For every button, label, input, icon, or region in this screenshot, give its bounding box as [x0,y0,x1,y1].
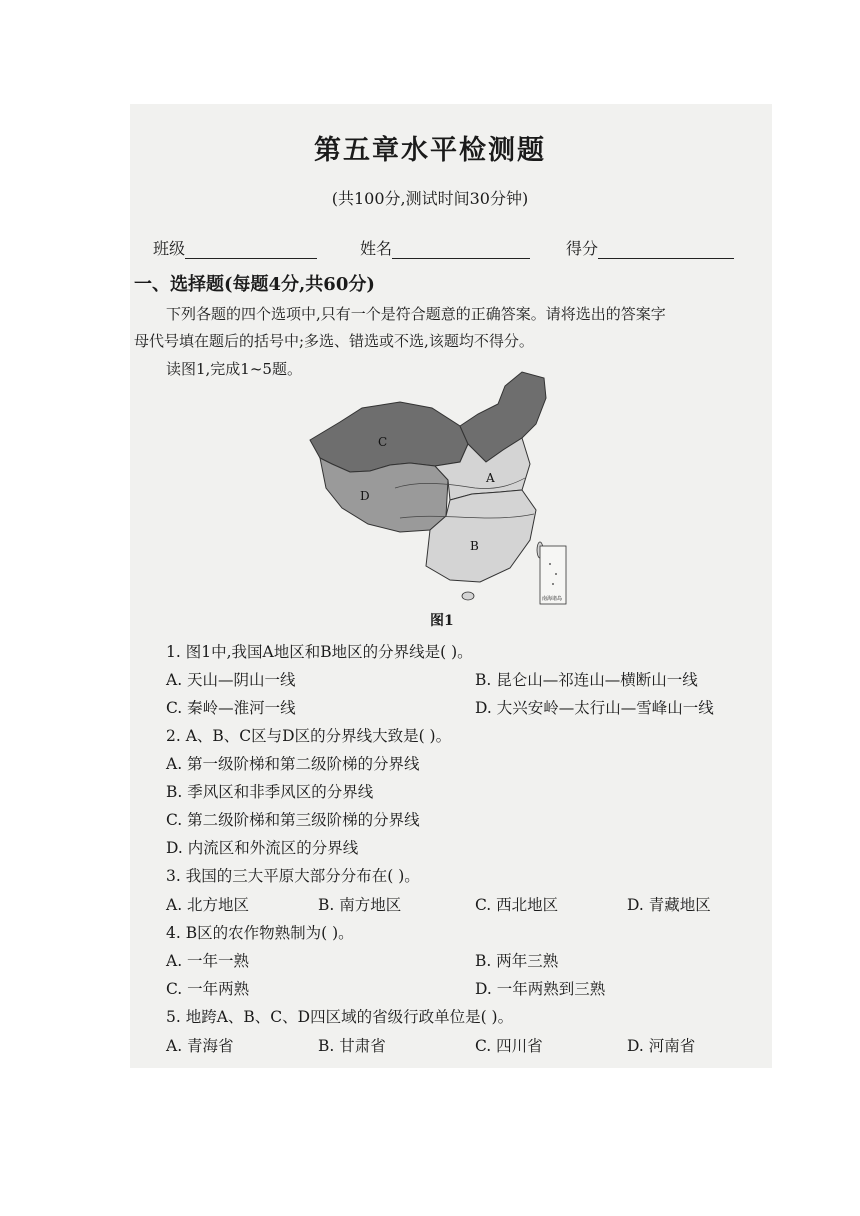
question-4-option-a[interactable]: A. 一年一熟 [166,952,250,970]
class-blank[interactable] [185,242,317,259]
question-3-option-c[interactable]: C. 西北地区 [475,896,559,914]
question-2-option-d[interactable]: D. 内流区和外流区的分界线 [166,839,359,857]
question-2-option-b[interactable]: B. 季风区和非季风区的分界线 [166,783,374,801]
question-5-option-b[interactable]: B. 甘肃省 [318,1037,386,1055]
question-1-option-d[interactable]: D. 大兴安岭—太行山—雪峰山一线 [475,699,714,717]
instruction-line-2: 母代号填在题后的括号中;多选、错选或不选,该题均不得分。 [134,332,534,350]
question-2-option-c[interactable]: C. 第二级阶梯和第三级阶梯的分界线 [166,811,420,829]
china-regions-map [300,368,580,608]
region-d [320,458,448,532]
region-c [310,402,468,472]
page-subtitle: (共100分,测试时间30分钟) [331,189,529,208]
question-4-option-c[interactable]: C. 一年两熟 [166,980,250,998]
class-field[interactable] [153,236,317,259]
page-title: 第五章水平检测题 [314,135,546,166]
question-5-option-c[interactable]: C. 四川省 [475,1037,543,1055]
question-3-stem: 3. 我国的三大平原大部分分布在( )。 [166,867,420,885]
question-2-stem: 2. A、B、C区与D区的分界线大致是( )。 [166,727,452,745]
score-blank[interactable] [598,242,734,259]
map-caption: 图1 [430,613,454,629]
class-label: 班级 [153,239,186,258]
question-3-option-b[interactable]: B. 南方地区 [318,896,402,914]
question-2-option-a[interactable]: A. 第一级阶梯和第二级阶梯的分界线 [166,755,420,773]
question-5-option-d[interactable]: D. 河南省 [627,1037,696,1055]
question-3-option-d[interactable]: D. 青藏地区 [627,896,711,914]
score-field[interactable] [566,236,734,259]
question-5-option-a[interactable]: A. 青海省 [166,1037,234,1055]
question-5-stem: 5. 地跨A、B、C、D四区域的省级行政单位是( )。 [166,1008,514,1026]
question-4-option-d[interactable]: D. 一年两熟到三熟 [475,980,606,998]
score-label: 得分 [566,239,599,258]
instruction-line-1: 下列各题的四个选项中,只有一个是符合题意的正确答案。请将选出的答案字 [166,305,666,323]
region-label-b: B [470,539,479,553]
question-1-option-b[interactable]: B. 昆仑山—祁连山—横断山一线 [475,671,698,689]
question-4-stem: 4. B区的农作物熟制为( )。 [166,924,354,942]
region-label-a: A [486,471,495,485]
region-label-c: C [378,435,388,449]
question-1-option-a[interactable]: A. 天山—阴山一线 [166,671,296,689]
read-map-instruction: 读图1,完成1~5题。 [166,360,302,378]
question-4-option-b[interactable]: B. 两年三熟 [475,952,559,970]
inset-label: 南海诸岛 [542,596,563,602]
section-heading: 一、选择题(每题4分,共60分) [134,274,375,295]
name-blank[interactable] [392,242,530,259]
region-label-d: D [360,489,370,503]
name-label: 姓名 [360,239,393,258]
question-1-stem: 1. 图1中,我国A地区和B地区的分界线是( )。 [166,643,473,661]
question-3-option-a[interactable]: A. 北方地区 [166,896,250,914]
name-field[interactable] [360,236,530,259]
question-1-option-c[interactable]: C. 秦岭—淮河一线 [166,699,296,717]
